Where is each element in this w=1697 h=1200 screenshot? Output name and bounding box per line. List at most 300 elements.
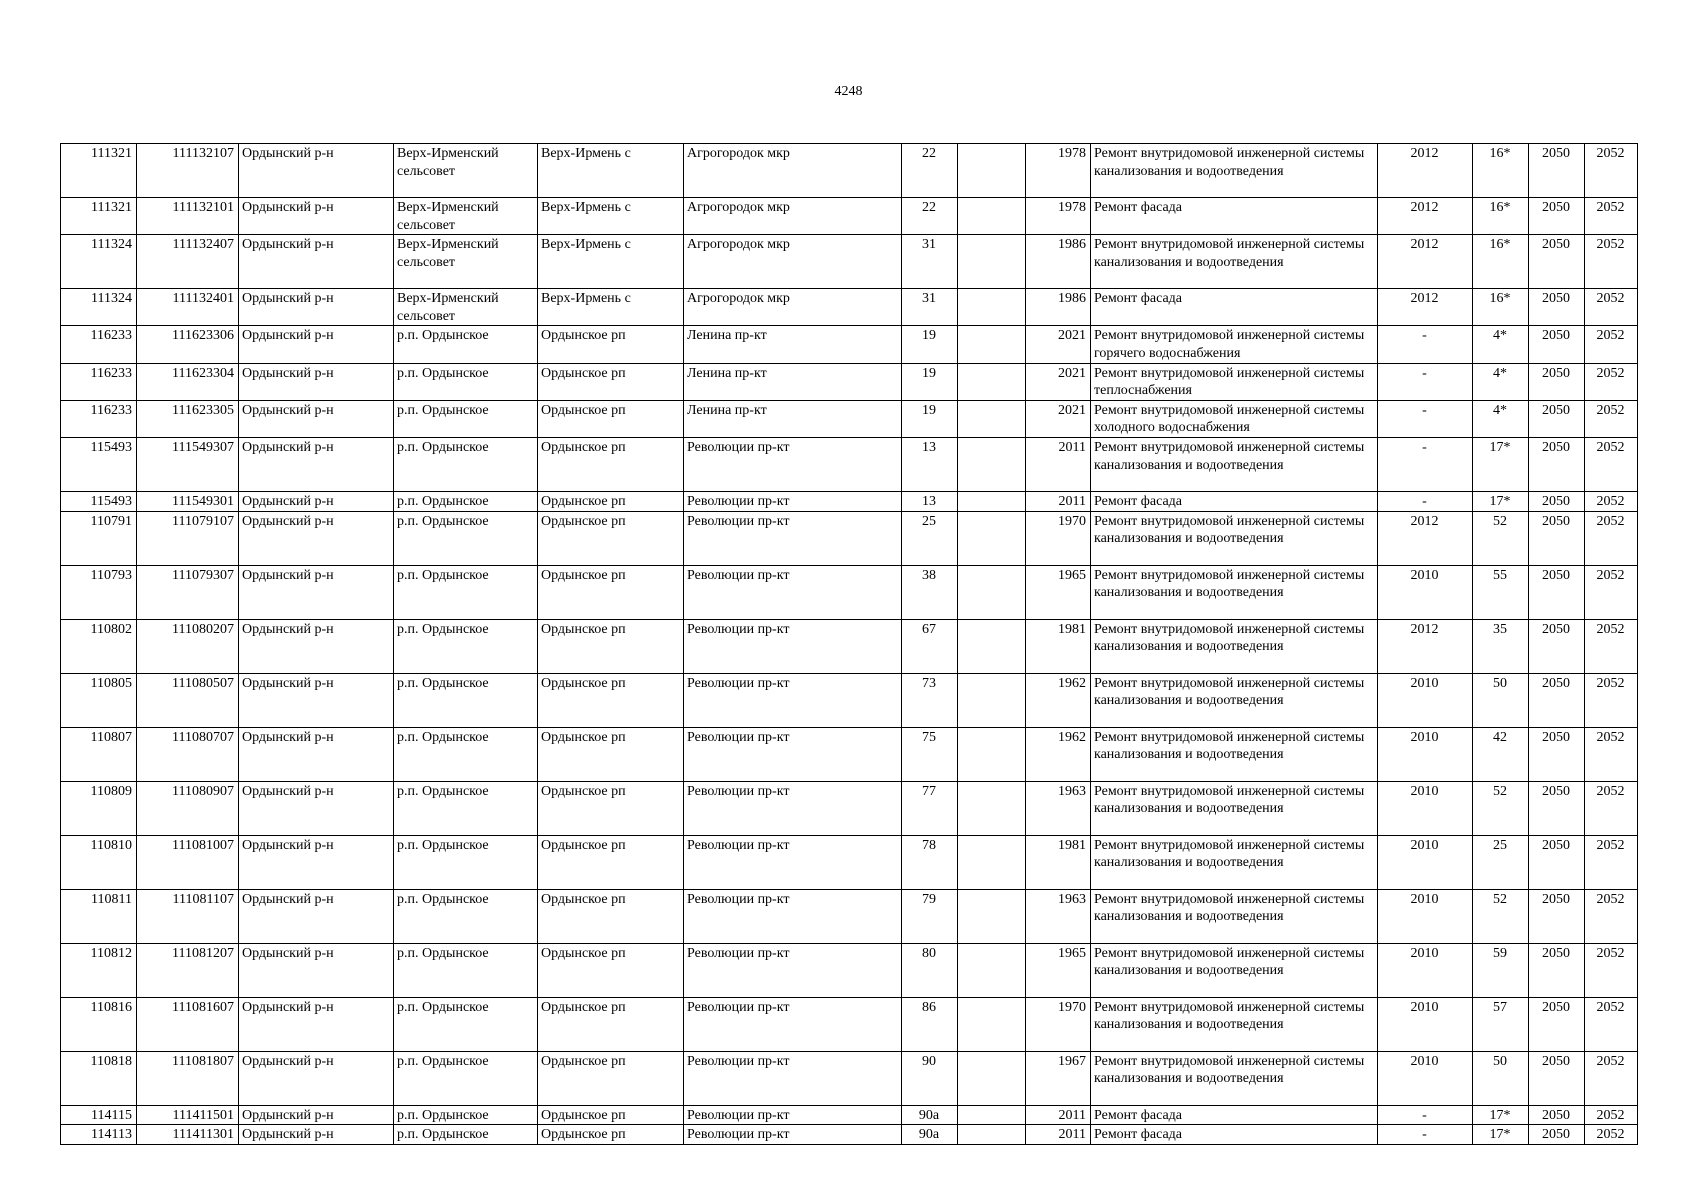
work-code-cell: 111080707 (137, 727, 239, 781)
page-number: 4248 (834, 84, 863, 99)
year-built-cell: 1965 (1026, 565, 1091, 619)
street-cell: Агрогородок мкр (684, 289, 902, 326)
municipality-cell: р.п. Ордынское (394, 491, 538, 511)
municipality-cell: Верх-Ирменский сельсовет (394, 289, 538, 326)
street-cell: Революции пр-кт (684, 1105, 902, 1125)
work-code-cell: 111623306 (137, 326, 239, 363)
year-built-cell: 1981 (1026, 619, 1091, 673)
work-type-cell: Ремонт внутридомовой инженерной системы канализования и водоотведения (1091, 1051, 1378, 1105)
wear-cell: 50 (1473, 673, 1529, 727)
last-repair-year-cell: 2010 (1378, 565, 1473, 619)
locality-cell: Верх-Ирмень с (538, 198, 684, 235)
street-cell: Революции пр-кт (684, 619, 902, 673)
street-cell: Революции пр-кт (684, 727, 902, 781)
plan-start-year-cell: 2050 (1529, 144, 1585, 198)
municipality-cell: р.п. Ордынское (394, 1051, 538, 1105)
house-number-cell: 19 (902, 400, 958, 437)
year-built-cell: 1981 (1026, 835, 1091, 889)
district-cell: Ордынский р-н (239, 1125, 394, 1145)
street-cell: Ленина пр-кт (684, 326, 902, 363)
last-repair-year-cell: 2010 (1378, 781, 1473, 835)
plan-end-year-cell: 2052 (1585, 781, 1638, 835)
district-cell: Ордынский р-н (239, 491, 394, 511)
house-id-cell: 110812 (61, 943, 137, 997)
street-cell: Революции пр-кт (684, 491, 902, 511)
wear-cell: 50 (1473, 1051, 1529, 1105)
work-code-cell: 111132401 (137, 289, 239, 326)
work-code-cell: 111132407 (137, 235, 239, 289)
plan-start-year-cell: 2050 (1529, 198, 1585, 235)
house-id-cell: 111324 (61, 235, 137, 289)
plan-start-year-cell: 2050 (1529, 235, 1585, 289)
house-id-cell: 110791 (61, 511, 137, 565)
year-built-cell: 1970 (1026, 511, 1091, 565)
table-row (61, 1105, 1638, 1125)
year-built-cell: 1986 (1026, 235, 1091, 289)
locality-cell: Ордынское рп (538, 673, 684, 727)
table-row (61, 198, 1638, 235)
street-cell: Агрогородок мкр (684, 198, 902, 235)
house-id-cell: 110810 (61, 835, 137, 889)
plan-start-year-cell: 2050 (1529, 889, 1585, 943)
work-type-cell: Ремонт внутридомовой инженерной системы канализования и водоотведения (1091, 437, 1378, 491)
building-cell (958, 144, 1026, 198)
work-type-cell: Ремонт внутридомовой инженерной системы канализования и водоотведения (1091, 781, 1378, 835)
district-cell: Ордынский р-н (239, 565, 394, 619)
plan-end-year-cell: 2052 (1585, 943, 1638, 997)
house-number-cell: 80 (902, 943, 958, 997)
house-number-cell: 31 (902, 235, 958, 289)
house-number-cell: 90 (902, 1051, 958, 1105)
last-repair-year-cell: 2012 (1378, 619, 1473, 673)
year-built-cell: 2021 (1026, 326, 1091, 363)
work-type-cell: Ремонт внутридомовой инженерной системы канализования и водоотведения (1091, 943, 1378, 997)
district-cell: Ордынский р-н (239, 619, 394, 673)
locality-cell: Ордынское рп (538, 1051, 684, 1105)
house-number-cell: 67 (902, 619, 958, 673)
plan-start-year-cell: 2050 (1529, 619, 1585, 673)
year-built-cell: 1978 (1026, 198, 1091, 235)
plan-start-year-cell: 2050 (1529, 511, 1585, 565)
district-cell: Ордынский р-н (239, 727, 394, 781)
last-repair-year-cell: 2012 (1378, 235, 1473, 289)
house-id-cell: 110816 (61, 997, 137, 1051)
plan-end-year-cell: 2052 (1585, 619, 1638, 673)
plan-end-year-cell: 2052 (1585, 363, 1638, 400)
house-id-cell: 110809 (61, 781, 137, 835)
house-id-cell: 114115 (61, 1105, 137, 1125)
year-built-cell: 2011 (1026, 1125, 1091, 1145)
plan-start-year-cell: 2050 (1529, 727, 1585, 781)
district-cell: Ордынский р-н (239, 835, 394, 889)
wear-cell: 16* (1473, 289, 1529, 326)
plan-end-year-cell: 2052 (1585, 1051, 1638, 1105)
year-built-cell: 1963 (1026, 781, 1091, 835)
house-id-cell: 116233 (61, 363, 137, 400)
house-id-cell: 116233 (61, 400, 137, 437)
last-repair-year-cell: 2010 (1378, 835, 1473, 889)
last-repair-year-cell: 2010 (1378, 889, 1473, 943)
last-repair-year-cell: 2012 (1378, 511, 1473, 565)
plan-end-year-cell: 2052 (1585, 727, 1638, 781)
plan-end-year-cell: 2052 (1585, 673, 1638, 727)
locality-cell: Ордынское рп (538, 1125, 684, 1145)
table-row (61, 363, 1638, 400)
district-cell: Ордынский р-н (239, 400, 394, 437)
last-repair-year-cell: - (1378, 363, 1473, 400)
house-number-cell: 86 (902, 997, 958, 1051)
plan-start-year-cell: 2050 (1529, 491, 1585, 511)
municipality-cell: Верх-Ирменский сельсовет (394, 198, 538, 235)
municipality-cell: Верх-Ирменский сельсовет (394, 235, 538, 289)
municipality-cell: р.п. Ордынское (394, 727, 538, 781)
year-built-cell: 1970 (1026, 997, 1091, 1051)
wear-cell: 25 (1473, 835, 1529, 889)
work-type-cell: Ремонт внутридомовой инженерной системы канализования и водоотведения (1091, 565, 1378, 619)
district-cell: Ордынский р-н (239, 1051, 394, 1105)
house-id-cell: 110802 (61, 619, 137, 673)
work-code-cell: 111549301 (137, 491, 239, 511)
table-row (61, 437, 1638, 491)
municipality-cell: р.п. Ордынское (394, 363, 538, 400)
locality-cell: Верх-Ирмень с (538, 235, 684, 289)
house-number-cell: 78 (902, 835, 958, 889)
table-row (61, 835, 1638, 889)
building-cell (958, 673, 1026, 727)
plan-end-year-cell: 2052 (1585, 198, 1638, 235)
plan-end-year-cell: 2052 (1585, 997, 1638, 1051)
street-cell: Революции пр-кт (684, 781, 902, 835)
locality-cell: Ордынское рп (538, 326, 684, 363)
year-built-cell: 1965 (1026, 943, 1091, 997)
building-cell (958, 835, 1026, 889)
district-cell: Ордынский р-н (239, 198, 394, 235)
last-repair-year-cell: - (1378, 437, 1473, 491)
plan-start-year-cell: 2050 (1529, 437, 1585, 491)
work-type-cell: Ремонт внутридомовой инженерной системы теплоснабжения (1091, 363, 1378, 400)
work-code-cell: 111411301 (137, 1125, 239, 1145)
wear-cell: 17* (1473, 491, 1529, 511)
building-cell (958, 491, 1026, 511)
plan-start-year-cell: 2050 (1529, 781, 1585, 835)
district-cell: Ордынский р-н (239, 511, 394, 565)
municipality-cell: Верх-Ирменский сельсовет (394, 144, 538, 198)
street-cell: Революции пр-кт (684, 835, 902, 889)
house-number-cell: 73 (902, 673, 958, 727)
year-built-cell: 2021 (1026, 400, 1091, 437)
district-cell: Ордынский р-н (239, 997, 394, 1051)
plan-start-year-cell: 2050 (1529, 363, 1585, 400)
locality-cell: Ордынское рп (538, 943, 684, 997)
table-row (61, 235, 1638, 289)
plan-end-year-cell: 2052 (1585, 400, 1638, 437)
table-row (61, 673, 1638, 727)
table-row (61, 781, 1638, 835)
work-code-cell: 111081607 (137, 997, 239, 1051)
street-cell: Революции пр-кт (684, 565, 902, 619)
house-id-cell: 110811 (61, 889, 137, 943)
municipality-cell: р.п. Ордынское (394, 943, 538, 997)
locality-cell: Ордынское рп (538, 491, 684, 511)
table-row (61, 144, 1638, 198)
district-cell: Ордынский р-н (239, 943, 394, 997)
work-code-cell: 111081107 (137, 889, 239, 943)
house-number-cell: 13 (902, 491, 958, 511)
work-code-cell: 111080907 (137, 781, 239, 835)
plan-start-year-cell: 2050 (1529, 1125, 1585, 1145)
locality-cell: Ордынское рп (538, 363, 684, 400)
house-number-cell: 19 (902, 363, 958, 400)
work-code-cell: 111079307 (137, 565, 239, 619)
district-cell: Ордынский р-н (239, 437, 394, 491)
building-cell (958, 1051, 1026, 1105)
municipality-cell: р.п. Ордынское (394, 437, 538, 491)
wear-cell: 35 (1473, 619, 1529, 673)
building-cell (958, 619, 1026, 673)
street-cell: Революции пр-кт (684, 437, 902, 491)
table-row (61, 511, 1638, 565)
last-repair-year-cell: - (1378, 491, 1473, 511)
wear-cell: 52 (1473, 781, 1529, 835)
plan-start-year-cell: 2050 (1529, 326, 1585, 363)
municipality-cell: р.п. Ордынское (394, 1125, 538, 1145)
last-repair-year-cell: - (1378, 1125, 1473, 1145)
district-cell: Ордынский р-н (239, 781, 394, 835)
last-repair-year-cell: 2010 (1378, 673, 1473, 727)
house-number-cell: 79 (902, 889, 958, 943)
plan-start-year-cell: 2050 (1529, 997, 1585, 1051)
house-id-cell: 110793 (61, 565, 137, 619)
table-row (61, 619, 1638, 673)
table-body (61, 144, 1638, 1145)
locality-cell: Ордынское рп (538, 619, 684, 673)
district-cell: Ордынский р-н (239, 235, 394, 289)
table-row (61, 565, 1638, 619)
house-id-cell: 116233 (61, 326, 137, 363)
building-cell (958, 326, 1026, 363)
street-cell: Агрогородок мкр (684, 235, 902, 289)
municipality-cell: р.п. Ордынское (394, 400, 538, 437)
last-repair-year-cell: 2010 (1378, 1051, 1473, 1105)
house-id-cell: 110818 (61, 1051, 137, 1105)
wear-cell: 57 (1473, 997, 1529, 1051)
wear-cell: 17* (1473, 1125, 1529, 1145)
municipality-cell: р.п. Ордынское (394, 565, 538, 619)
locality-cell: Ордынское рп (538, 835, 684, 889)
last-repair-year-cell: - (1378, 400, 1473, 437)
plan-end-year-cell: 2052 (1585, 491, 1638, 511)
wear-cell: 52 (1473, 889, 1529, 943)
building-cell (958, 400, 1026, 437)
building-cell (958, 1125, 1026, 1145)
last-repair-year-cell: 2010 (1378, 943, 1473, 997)
year-built-cell: 1962 (1026, 727, 1091, 781)
district-cell: Ордынский р-н (239, 289, 394, 326)
municipality-cell: р.п. Ордынское (394, 1105, 538, 1125)
work-code-cell: 111549307 (137, 437, 239, 491)
house-id-cell: 114113 (61, 1125, 137, 1145)
plan-end-year-cell: 2052 (1585, 289, 1638, 326)
table-row (61, 400, 1638, 437)
locality-cell: Верх-Ирмень с (538, 144, 684, 198)
street-cell: Революции пр-кт (684, 673, 902, 727)
wear-cell: 59 (1473, 943, 1529, 997)
house-id-cell: 110807 (61, 727, 137, 781)
street-cell: Революции пр-кт (684, 943, 902, 997)
work-code-cell: 111080507 (137, 673, 239, 727)
table-row (61, 491, 1638, 511)
street-cell: Революции пр-кт (684, 1051, 902, 1105)
plan-end-year-cell: 2052 (1585, 144, 1638, 198)
work-type-cell: Ремонт внутридомовой инженерной системы холодного водоснабжения (1091, 400, 1378, 437)
last-repair-year-cell: - (1378, 326, 1473, 363)
municipality-cell: р.п. Ордынское (394, 673, 538, 727)
locality-cell: Ордынское рп (538, 727, 684, 781)
year-built-cell: 1978 (1026, 144, 1091, 198)
municipality-cell: р.п. Ордынское (394, 511, 538, 565)
wear-cell: 16* (1473, 144, 1529, 198)
last-repair-year-cell: 2012 (1378, 144, 1473, 198)
year-built-cell: 1986 (1026, 289, 1091, 326)
house-number-cell: 13 (902, 437, 958, 491)
municipality-cell: р.п. Ордынское (394, 326, 538, 363)
building-cell (958, 943, 1026, 997)
work-type-cell: Ремонт внутридомовой инженерной системы канализования и водоотведения (1091, 997, 1378, 1051)
plan-end-year-cell: 2052 (1585, 835, 1638, 889)
wear-cell: 17* (1473, 1105, 1529, 1125)
wear-cell: 42 (1473, 727, 1529, 781)
work-type-cell: Ремонт фасада (1091, 198, 1378, 235)
work-code-cell: 111079107 (137, 511, 239, 565)
municipality-cell: р.п. Ордынское (394, 619, 538, 673)
house-number-cell: 90а (902, 1125, 958, 1145)
year-built-cell: 2011 (1026, 491, 1091, 511)
house-id-cell: 111324 (61, 289, 137, 326)
year-built-cell: 1967 (1026, 1051, 1091, 1105)
work-type-cell: Ремонт фасада (1091, 1125, 1378, 1145)
table-row (61, 943, 1638, 997)
house-id-cell: 115493 (61, 491, 137, 511)
building-cell (958, 997, 1026, 1051)
house-id-cell: 111321 (61, 144, 137, 198)
work-code-cell: 111081207 (137, 943, 239, 997)
plan-end-year-cell: 2052 (1585, 235, 1638, 289)
district-cell: Ордынский р-н (239, 363, 394, 400)
wear-cell: 4* (1473, 326, 1529, 363)
locality-cell: Ордынское рп (538, 437, 684, 491)
year-built-cell: 2011 (1026, 437, 1091, 491)
last-repair-year-cell: - (1378, 1105, 1473, 1125)
work-type-cell: Ремонт внутридомовой инженерной системы канализования и водоотведения (1091, 889, 1378, 943)
work-type-cell: Ремонт внутридомовой инженерной системы канализования и водоотведения (1091, 235, 1378, 289)
table-row (61, 1125, 1638, 1145)
work-code-cell: 111623304 (137, 363, 239, 400)
municipality-cell: р.п. Ордынское (394, 889, 538, 943)
district-cell: Ордынский р-н (239, 673, 394, 727)
house-id-cell: 111321 (61, 198, 137, 235)
street-cell: Ленина пр-кт (684, 363, 902, 400)
wear-cell: 17* (1473, 437, 1529, 491)
municipality-cell: р.п. Ордынское (394, 781, 538, 835)
table-row (61, 727, 1638, 781)
house-number-cell: 75 (902, 727, 958, 781)
house-number-cell: 19 (902, 326, 958, 363)
locality-cell: Ордынское рп (538, 511, 684, 565)
work-type-cell: Ремонт фасада (1091, 289, 1378, 326)
street-cell: Ленина пр-кт (684, 400, 902, 437)
street-cell: Агрогородок мкр (684, 144, 902, 198)
work-code-cell: 111081807 (137, 1051, 239, 1105)
house-number-cell: 25 (902, 511, 958, 565)
wear-cell: 16* (1473, 198, 1529, 235)
table-row (61, 326, 1638, 363)
house-number-cell: 31 (902, 289, 958, 326)
work-type-cell: Ремонт внутридомовой инженерной системы канализования и водоотведения (1091, 511, 1378, 565)
work-type-cell: Ремонт фасада (1091, 1105, 1378, 1125)
locality-cell: Ордынское рп (538, 781, 684, 835)
plan-end-year-cell: 2052 (1585, 511, 1638, 565)
plan-end-year-cell: 2052 (1585, 437, 1638, 491)
house-id-cell: 115493 (61, 437, 137, 491)
wear-cell: 16* (1473, 235, 1529, 289)
district-cell: Ордынский р-н (239, 1105, 394, 1125)
building-cell (958, 781, 1026, 835)
work-type-cell: Ремонт внутридомовой инженерной системы канализования и водоотведения (1091, 727, 1378, 781)
house-number-cell: 22 (902, 198, 958, 235)
building-cell (958, 727, 1026, 781)
municipality-cell: р.п. Ордынское (394, 997, 538, 1051)
building-cell (958, 235, 1026, 289)
plan-start-year-cell: 2050 (1529, 289, 1585, 326)
locality-cell: Ордынское рп (538, 565, 684, 619)
plan-start-year-cell: 2050 (1529, 1105, 1585, 1125)
district-cell: Ордынский р-н (239, 144, 394, 198)
plan-end-year-cell: 2052 (1585, 1125, 1638, 1145)
district-cell: Ордынский р-н (239, 889, 394, 943)
work-code-cell: 111623305 (137, 400, 239, 437)
work-code-cell: 111411501 (137, 1105, 239, 1125)
building-cell (958, 565, 1026, 619)
wear-cell: 55 (1473, 565, 1529, 619)
plan-end-year-cell: 2052 (1585, 565, 1638, 619)
building-cell (958, 198, 1026, 235)
plan-start-year-cell: 2050 (1529, 943, 1585, 997)
locality-cell: Верх-Ирмень с (538, 289, 684, 326)
last-repair-year-cell: 2010 (1378, 997, 1473, 1051)
work-code-cell: 111132101 (137, 198, 239, 235)
municipality-cell: р.п. Ордынское (394, 835, 538, 889)
plan-start-year-cell: 2050 (1529, 835, 1585, 889)
building-cell (958, 889, 1026, 943)
work-type-cell: Ремонт внутридомовой инженерной системы канализования и водоотведения (1091, 144, 1378, 198)
house-id-cell: 110805 (61, 673, 137, 727)
building-cell (958, 1105, 1026, 1125)
house-number-cell: 90а (902, 1105, 958, 1125)
table-row (61, 289, 1638, 326)
year-built-cell: 1963 (1026, 889, 1091, 943)
locality-cell: Ордынское рп (538, 889, 684, 943)
plan-end-year-cell: 2052 (1585, 326, 1638, 363)
work-code-cell: 111080207 (137, 619, 239, 673)
work-type-cell: Ремонт внутридомовой инженерной системы канализования и водоотведения (1091, 835, 1378, 889)
street-cell: Революции пр-кт (684, 997, 902, 1051)
locality-cell: Ордынское рп (538, 400, 684, 437)
work-type-cell: Ремонт внутридомовой инженерной системы горячего водоснабжения (1091, 326, 1378, 363)
repair-plan-table (60, 143, 1638, 1145)
work-type-cell: Ремонт внутридомовой инженерной системы канализования и водоотведения (1091, 619, 1378, 673)
building-cell (958, 363, 1026, 400)
work-code-cell: 111081007 (137, 835, 239, 889)
